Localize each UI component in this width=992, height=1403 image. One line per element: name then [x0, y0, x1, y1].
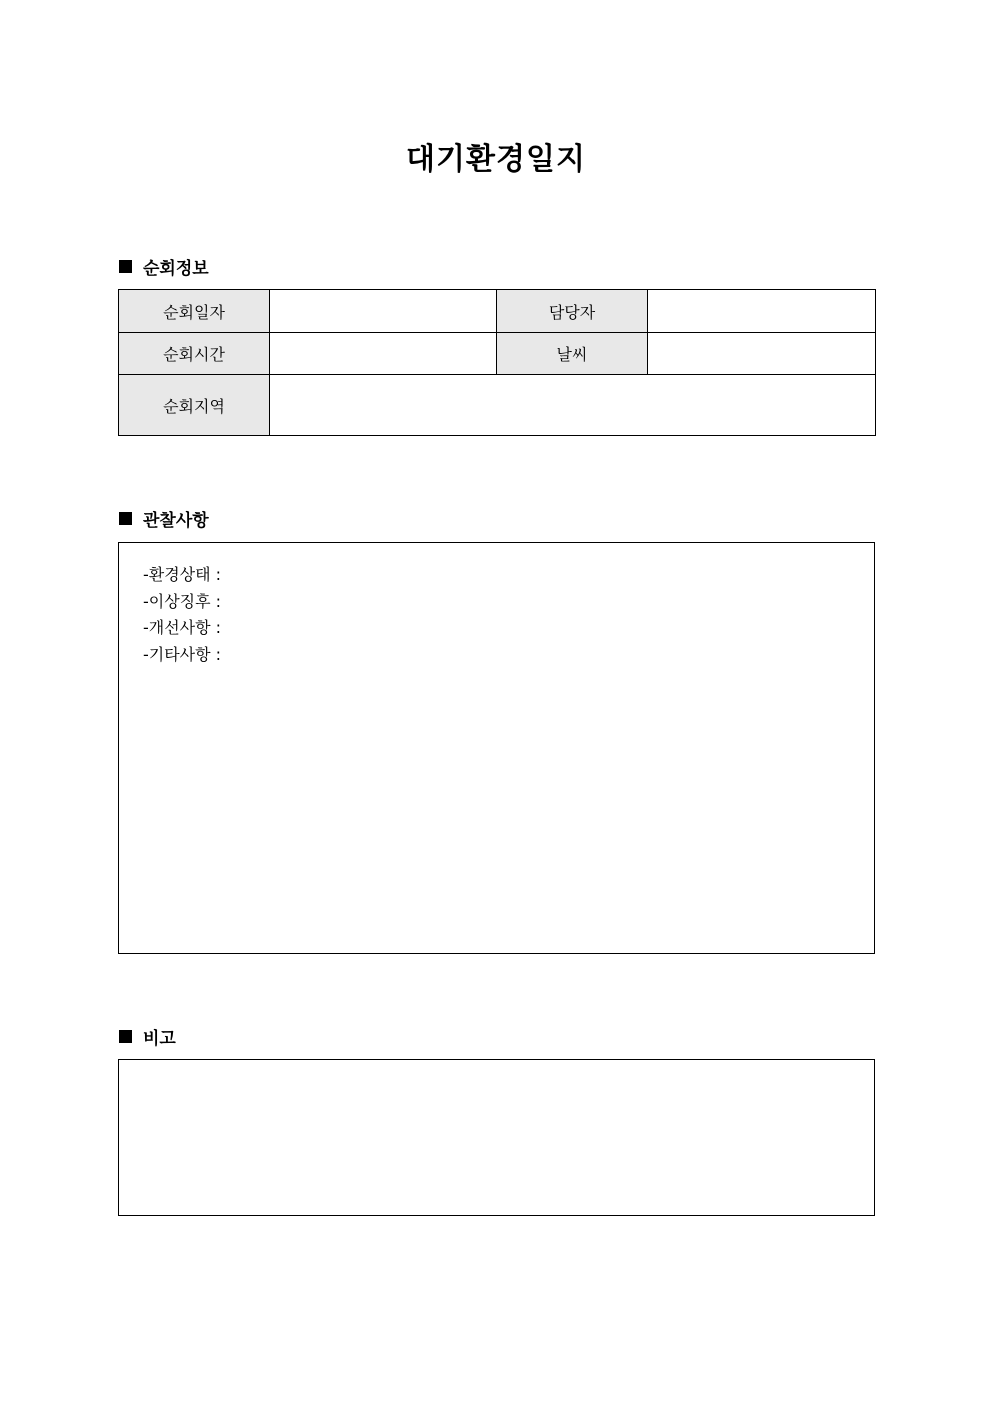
- section-heading-observations: [119, 506, 209, 531]
- observations-list: [143, 562, 221, 668]
- table-row: [119, 333, 876, 375]
- observations-box[interactable]: [118, 542, 875, 954]
- info-table: [118, 289, 876, 436]
- list-item: -개선사항 :: [143, 618, 222, 638]
- time-field[interactable]: [270, 333, 497, 375]
- section-heading-label: 비고: [143, 1029, 176, 1049]
- square-bullet-icon: [119, 512, 132, 525]
- area-label: 순회지역: [119, 375, 270, 436]
- list-item: -환경상태 :: [143, 565, 222, 584]
- weather-label: 날씨: [497, 333, 648, 375]
- weather-field[interactable]: [648, 333, 876, 375]
- remarks-box[interactable]: [118, 1059, 875, 1216]
- time-label: 순회시간: [119, 333, 270, 375]
- area-field[interactable]: [270, 375, 876, 436]
- section-heading-remarks: [119, 1024, 176, 1049]
- section-heading-label: 관찰사항: [143, 511, 209, 531]
- table-row: [119, 375, 876, 436]
- list-item: -기타사항 :: [143, 644, 222, 664]
- page-title: 대기환경일지: [406, 142, 586, 177]
- manager-field[interactable]: [648, 290, 876, 333]
- table-row: [119, 290, 876, 333]
- date-field[interactable]: [270, 290, 497, 333]
- section-heading-info: [119, 254, 209, 279]
- square-bullet-icon: [119, 1030, 132, 1043]
- manager-label: 담당자: [497, 290, 648, 333]
- section-heading-label: 순회정보: [143, 259, 209, 279]
- list-item: -이상징후 :: [143, 591, 222, 611]
- date-label: 순회일자: [119, 290, 270, 333]
- square-bullet-icon: [119, 260, 132, 273]
